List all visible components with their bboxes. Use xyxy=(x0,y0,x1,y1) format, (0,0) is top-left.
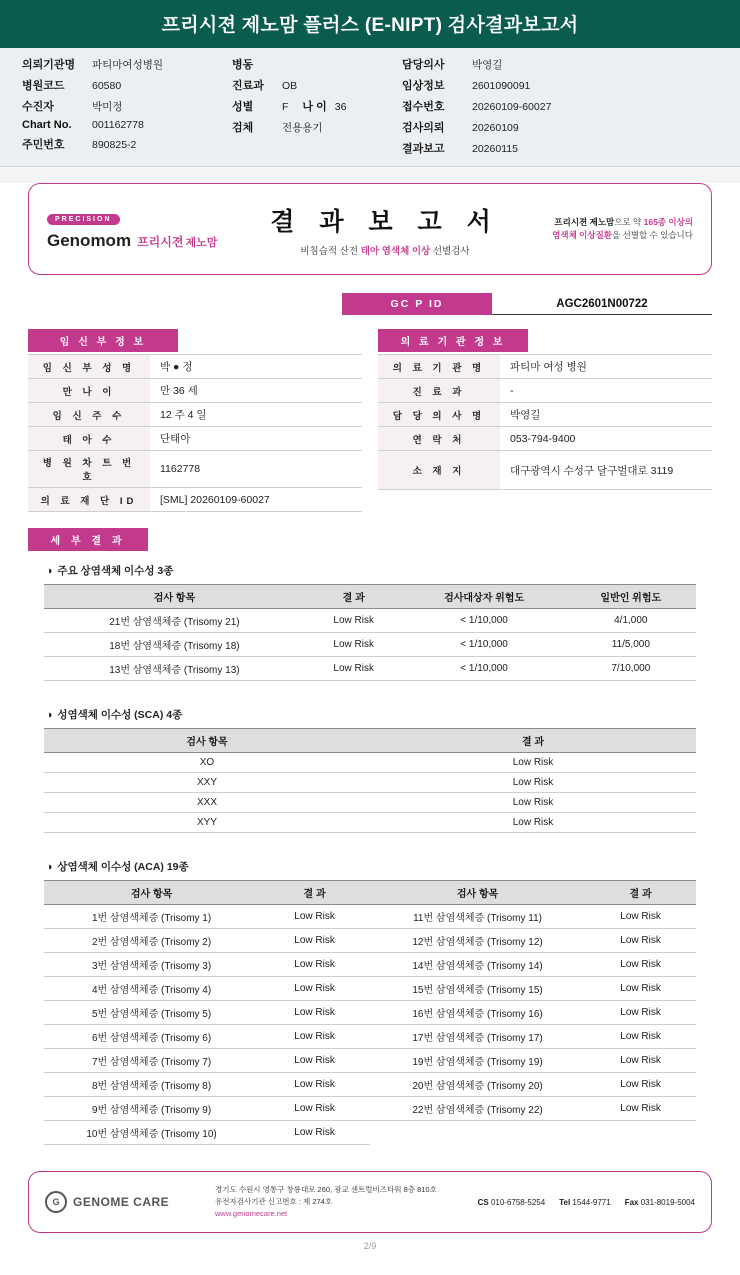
s3-r6-result-b: Low Risk xyxy=(585,1025,696,1049)
s3-col-test-b: 검사 항목 xyxy=(370,881,585,905)
report-subtitle-pre: 비침습적 산전 xyxy=(300,245,361,257)
company-website-link[interactable]: www.genomecare.net xyxy=(215,1209,288,1218)
mother-name-value: 박 ● 정 xyxy=(150,355,362,379)
hospital-info-table xyxy=(378,354,712,490)
patient-col-3 xyxy=(402,56,702,156)
s3-r5-result-b: Low Risk xyxy=(585,1001,696,1025)
brand-name xyxy=(47,231,257,251)
s3-r4-test-a: 4번 삼염색체증 (Trisomy 4) xyxy=(44,977,259,1001)
header-note-count: 165종 이상의 xyxy=(643,217,693,228)
field-ssn-label: 주민번호 xyxy=(22,139,65,151)
s3-r8-result-b: Low Risk xyxy=(585,1073,696,1097)
hospital-dept-value: - xyxy=(500,379,712,403)
field-institution-label: 의뢰기관명 xyxy=(22,59,76,71)
contact-fax-label: Fax xyxy=(624,1197,639,1207)
bullet-icon: ◑ xyxy=(46,565,53,577)
header-note-tail: 을 선별할 수 있습니다 xyxy=(612,230,693,240)
s3-r6-test-a: 6번 삼염색체증 (Trisomy 6) xyxy=(44,1025,259,1049)
section3-title xyxy=(46,859,712,874)
s1-r1-patient-risk: < 1/10,000 xyxy=(403,609,566,633)
s3-r1-test-a: 1번 삼염색체증 (Trisomy 1) xyxy=(44,905,259,929)
table-row xyxy=(44,1121,696,1145)
sca-table xyxy=(44,728,696,833)
table-row xyxy=(44,793,696,813)
field-doctor-label: 담당의사 xyxy=(402,59,445,71)
s3-r7-result-b: Low Risk xyxy=(585,1049,696,1073)
report-sheet xyxy=(0,183,740,1275)
company-address xyxy=(215,1184,478,1220)
table-row xyxy=(44,773,696,793)
field-ssn-value: 890825-2 xyxy=(92,139,137,151)
hospital-name-value: 파티마 여성 병원 xyxy=(500,355,712,379)
hospital-phone-label: 연 락 처 xyxy=(378,427,500,451)
table-row xyxy=(28,488,362,512)
patient-info-strip xyxy=(0,48,740,167)
table-row xyxy=(378,379,712,403)
s2-r2-result: Low Risk xyxy=(370,773,696,793)
table-row xyxy=(44,1001,696,1025)
s3-col-test-a: 검사 항목 xyxy=(44,881,259,905)
bullet-icon: ◑ xyxy=(46,709,53,721)
field-patient-name-value: 박미정 xyxy=(92,101,123,113)
field-doctor xyxy=(402,56,702,72)
contact-fax-value: 031-8019-5004 xyxy=(640,1197,695,1207)
s3-r5-test-b: 16번 삼염색체증 (Trisomy 16) xyxy=(370,1001,585,1025)
patient-col-1 xyxy=(22,56,232,156)
s3-r2-test-a: 2번 삼염색체증 (Trisomy 2) xyxy=(44,929,259,953)
field-report-date-value: 20260115 xyxy=(472,143,518,155)
contact-tel-label: Tel xyxy=(559,1197,571,1207)
field-department xyxy=(232,77,402,93)
s3-r9-result-a: Low Risk xyxy=(259,1097,370,1121)
table-row xyxy=(44,813,696,833)
s3-r3-result-a: Low Risk xyxy=(259,953,370,977)
report-title-block xyxy=(257,202,513,257)
field-department-label: 진료과 xyxy=(232,80,264,92)
gestational-week-value: 12 주 4 일 xyxy=(150,403,362,427)
table-row xyxy=(44,609,696,633)
field-age-label: 나 이 xyxy=(302,101,327,113)
gcp-id-label: GC P ID xyxy=(342,293,492,315)
fetus-count-label: 태 아 수 xyxy=(28,427,150,451)
footer-box xyxy=(28,1171,712,1233)
table-row xyxy=(44,657,696,681)
field-request-date-label: 검사의뢰 xyxy=(402,122,445,134)
field-hospital-code-label: 병원코드 xyxy=(22,80,65,92)
mother-name-label: 임 신 부 성 명 xyxy=(28,355,150,379)
field-accession-no xyxy=(402,98,702,114)
page-title: 프리시젼 제노맘 플러스 (E-NIPT) 검사결과보고서 xyxy=(0,0,740,48)
autosomal-main-table xyxy=(44,584,696,681)
table-header-row xyxy=(44,585,696,609)
table-row xyxy=(378,355,712,379)
field-chart-no-label: Chart No. xyxy=(22,119,72,131)
field-request-date-value: 20260109 xyxy=(472,122,519,134)
s3-r1-result-b: Low Risk xyxy=(585,905,696,929)
hospital-address-value: 대구광역시 수성구 달구벌대로 3119 xyxy=(500,451,712,490)
hospital-dept-label: 진 료 과 xyxy=(378,379,500,403)
field-age-value: 36 xyxy=(334,101,347,113)
table-header-row xyxy=(44,729,696,753)
genome-care-logo xyxy=(45,1191,215,1213)
hospital-chart-label: 병 원 차 트 번 호 xyxy=(28,451,150,488)
s3-r7-test-b: 19번 삼염색체증 (Trisomy 19) xyxy=(370,1049,585,1073)
table-row xyxy=(378,427,712,451)
report-header-box xyxy=(28,183,712,275)
contact-fax xyxy=(625,1198,695,1207)
s2-r1-result: Low Risk xyxy=(370,753,696,773)
s3-col-result-a: 결 과 xyxy=(259,881,370,905)
field-doctor-value: 박영길 xyxy=(472,59,503,71)
hospital-info-block xyxy=(378,329,712,512)
field-institution xyxy=(22,56,232,72)
header-note-line1 xyxy=(513,216,693,229)
field-patient-name-label: 수진자 xyxy=(22,101,54,113)
table-row xyxy=(44,929,696,953)
s1-r3-result: Low Risk xyxy=(305,657,403,681)
s1-col-patient-risk: 검사대상자 위험도 xyxy=(403,585,566,609)
field-accession-no-label: 접수번호 xyxy=(402,101,445,113)
patient-col-2 xyxy=(232,56,402,156)
brand-logo xyxy=(47,208,257,251)
s3-r8-test-a: 8번 삼염색체증 (Trisomy 8) xyxy=(44,1073,259,1097)
s3-r8-test-b: 20번 삼염색체증 (Trisomy 20) xyxy=(370,1073,585,1097)
s1-col-general-risk: 일반인 위험도 xyxy=(566,585,696,609)
field-sex-age xyxy=(232,98,402,114)
table-row xyxy=(44,977,696,1001)
header-note-brand: 프리시젼 제노맘 xyxy=(554,217,615,228)
company-address-line2: 유전자검사기관 신고번호 : 제 274호 xyxy=(215,1197,333,1206)
s2-r3-test: XXX xyxy=(44,793,370,813)
s3-r5-result-a: Low Risk xyxy=(259,1001,370,1025)
s2-r2-test: XXY xyxy=(44,773,370,793)
table-row xyxy=(44,633,696,657)
s1-r3-general-risk: 7/10,000 xyxy=(566,657,696,681)
s1-r1-test: 21번 삼염색체증 (Trisomy 21) xyxy=(44,609,305,633)
field-specimen-value: 전용용기 xyxy=(282,122,323,134)
field-request-date xyxy=(402,119,702,135)
s3-r7-test-a: 7번 삼염색체증 (Trisomy 7) xyxy=(44,1049,259,1073)
field-ward-label: 병동 xyxy=(232,59,254,71)
s3-r4-result-b: Low Risk xyxy=(585,977,696,1001)
field-ssn xyxy=(22,136,232,152)
s3-col-result-b: 결 과 xyxy=(585,881,696,905)
precision-badge: PRECISION xyxy=(47,214,120,225)
table-row xyxy=(28,403,362,427)
company-contact xyxy=(478,1198,695,1207)
field-hospital-code xyxy=(22,77,232,93)
mother-age-label: 만 나 이 xyxy=(28,379,150,403)
report-header-note xyxy=(513,216,693,242)
foundation-id-value: [SML] 20260109-60027 xyxy=(150,488,362,512)
s3-r8-result-a: Low Risk xyxy=(259,1073,370,1097)
contact-tel xyxy=(559,1198,610,1207)
header-note-mid: 으로 약 xyxy=(614,217,644,228)
field-clinical-info-label: 임상정보 xyxy=(402,80,445,92)
section2-title-text: 성염색체 이수성 (SCA) 4종 xyxy=(57,709,183,721)
s3-r1-result-a: Low Risk xyxy=(259,905,370,929)
field-specimen-label: 검체 xyxy=(232,122,254,134)
section1-title xyxy=(46,563,712,578)
field-accession-no-value: 20260109-60027 xyxy=(472,101,552,113)
table-row xyxy=(44,1073,696,1097)
field-clinical-info xyxy=(402,77,702,93)
section3-title-text: 상염색체 이수성 (ACA) 19종 xyxy=(57,861,189,873)
brand-name-kr2: 제노맘 xyxy=(185,236,218,249)
foundation-id-label: 의 료 재 단 ID xyxy=(28,488,150,512)
s1-r3-patient-risk: < 1/10,000 xyxy=(403,657,566,681)
contact-cs-label: CS xyxy=(477,1197,489,1207)
s3-r10-result-b xyxy=(585,1121,696,1145)
mother-info-tag: 임 신 부 정 보 xyxy=(28,329,178,352)
s2-col-result: 결 과 xyxy=(370,729,696,753)
field-patient-name xyxy=(22,98,232,114)
hospital-doctor-label: 담 당 의 사 명 xyxy=(378,403,500,427)
table-row xyxy=(28,427,362,451)
table-row xyxy=(44,753,696,773)
s3-r1-test-b: 11번 삼염색체증 (Trisomy 11) xyxy=(370,905,585,929)
genome-care-mark-icon: G xyxy=(45,1191,67,1213)
field-chart-no-value: 001162778 xyxy=(92,119,144,131)
s3-r6-result-a: Low Risk xyxy=(259,1025,370,1049)
info-tables xyxy=(28,329,712,512)
s3-r6-test-b: 17번 삼염색체증 (Trisomy 17) xyxy=(370,1025,585,1049)
s1-col-test: 검사 항목 xyxy=(44,585,305,609)
s2-r3-result: Low Risk xyxy=(370,793,696,813)
table-row xyxy=(44,953,696,977)
s1-col-result: 결 과 xyxy=(305,585,403,609)
aca-table xyxy=(44,880,696,1145)
s3-r5-test-a: 5번 삼염색체증 (Trisomy 5) xyxy=(44,1001,259,1025)
gcp-id-row xyxy=(28,293,712,315)
section1-title-text: 주요 상염색체 이수성 3종 xyxy=(57,565,174,577)
s3-r3-result-b: Low Risk xyxy=(585,953,696,977)
field-report-date xyxy=(402,140,702,156)
hospital-doctor-value: 박영길 xyxy=(500,403,712,427)
section2-title xyxy=(46,707,712,722)
s1-r1-general-risk: 4/1,000 xyxy=(566,609,696,633)
s1-r2-test: 18번 삼염색체증 (Trisomy 18) xyxy=(44,633,305,657)
field-ward xyxy=(232,56,402,72)
mother-age-value: 만 36 세 xyxy=(150,379,362,403)
report-subtitle-highlight: 태아 염색체 이상 xyxy=(360,245,431,257)
table-header-row xyxy=(44,881,696,905)
table-row xyxy=(44,1097,696,1121)
s1-r2-result: Low Risk xyxy=(305,633,403,657)
table-row xyxy=(44,905,696,929)
hospital-chart-value: 1162778 xyxy=(150,451,362,488)
s3-r3-test-a: 3번 삼염색체증 (Trisomy 3) xyxy=(44,953,259,977)
gcp-id-block xyxy=(342,293,712,315)
s3-r2-result-a: Low Risk xyxy=(259,929,370,953)
field-institution-value: 파티마여성병원 xyxy=(92,59,164,71)
header-note-disease: 염색체 이상질환 xyxy=(552,230,612,240)
detail-results-tag: 세 부 결 과 xyxy=(28,528,148,551)
gcp-id-value: AGC2601N00722 xyxy=(492,293,712,315)
bullet-icon: ◑ xyxy=(46,861,53,873)
mother-info-block xyxy=(28,329,362,512)
s3-r3-test-b: 14번 삼염색체증 (Trisomy 14) xyxy=(370,953,585,977)
table-row xyxy=(378,451,712,490)
field-specimen xyxy=(232,119,402,135)
table-row xyxy=(378,403,712,427)
gestational-week-label: 임 신 주 수 xyxy=(28,403,150,427)
s3-r2-test-b: 12번 삼염색체증 (Trisomy 12) xyxy=(370,929,585,953)
contact-tel-value: 1544-9771 xyxy=(572,1197,611,1207)
genome-care-name: GENOME CARE xyxy=(73,1195,170,1209)
s1-r2-general-risk: 11/5,000 xyxy=(566,633,696,657)
fetus-count-value: 단태아 xyxy=(150,427,362,451)
s1-r2-patient-risk: < 1/10,000 xyxy=(403,633,566,657)
s1-r1-result: Low Risk xyxy=(305,609,403,633)
table-row xyxy=(44,1025,696,1049)
s2-r4-result: Low Risk xyxy=(370,813,696,833)
field-sex-value: F xyxy=(282,101,289,113)
field-clinical-info-value: 2601090091 xyxy=(472,80,531,92)
table-row xyxy=(44,1049,696,1073)
hospital-address-label: 소 재 지 xyxy=(378,451,500,490)
mother-info-table xyxy=(28,354,362,512)
hospital-phone-value: 053-794-9400 xyxy=(500,427,712,451)
brand-name-kr: 프리시젼 xyxy=(137,234,184,249)
table-row xyxy=(28,355,362,379)
contact-cs xyxy=(478,1198,546,1207)
s2-col-test: 검사 항목 xyxy=(44,729,370,753)
field-department-value: OB xyxy=(282,80,298,92)
s3-r9-result-b: Low Risk xyxy=(585,1097,696,1121)
table-row xyxy=(28,379,362,403)
hospital-name-label: 의 료 기 관 명 xyxy=(378,355,500,379)
field-chart-no xyxy=(22,119,232,131)
s3-r10-test-a: 10번 삼염색체증 (Trisomy 10) xyxy=(44,1121,259,1145)
s3-r10-test-b xyxy=(370,1121,585,1145)
s3-r2-result-b: Low Risk xyxy=(585,929,696,953)
s3-r7-result-a: Low Risk xyxy=(259,1049,370,1073)
contact-cs-value: 010-6758-5254 xyxy=(490,1197,546,1207)
s3-r9-test-a: 9번 삼염색체증 (Trisomy 9) xyxy=(44,1097,259,1121)
brand-name-en: Genomom xyxy=(47,230,132,250)
report-subtitle-post: 선별검사 xyxy=(430,245,470,257)
s3-r9-test-b: 22번 삼염색체증 (Trisomy 22) xyxy=(370,1097,585,1121)
table-row xyxy=(28,451,362,488)
s2-r4-test: XYY xyxy=(44,813,370,833)
field-sex-label: 성별 xyxy=(232,101,254,113)
s1-r3-test: 13번 삼염색체증 (Trisomy 13) xyxy=(44,657,305,681)
hospital-info-tag: 의 료 기 관 정 보 xyxy=(378,329,528,352)
s2-r1-test: XO xyxy=(44,753,370,773)
report-subtitle xyxy=(257,243,513,257)
s3-r4-test-b: 15번 삼염색체증 (Trisomy 15) xyxy=(370,977,585,1001)
detail-results-section xyxy=(28,528,712,1145)
header-note-line2 xyxy=(513,229,693,242)
page-number: 2/9 xyxy=(363,1241,377,1251)
report-title: 결 과 보 고 서 xyxy=(270,207,500,236)
field-hospital-code-value: 60580 xyxy=(92,80,122,92)
field-report-date-label: 결과보고 xyxy=(402,143,445,155)
company-address-line1: 경기도 수원시 영통구 창룡대로 260, 광교 센트럴비즈타워 8층 810호 xyxy=(215,1185,437,1194)
s3-r10-result-a: Low Risk xyxy=(259,1121,370,1145)
s3-r4-result-a: Low Risk xyxy=(259,977,370,1001)
